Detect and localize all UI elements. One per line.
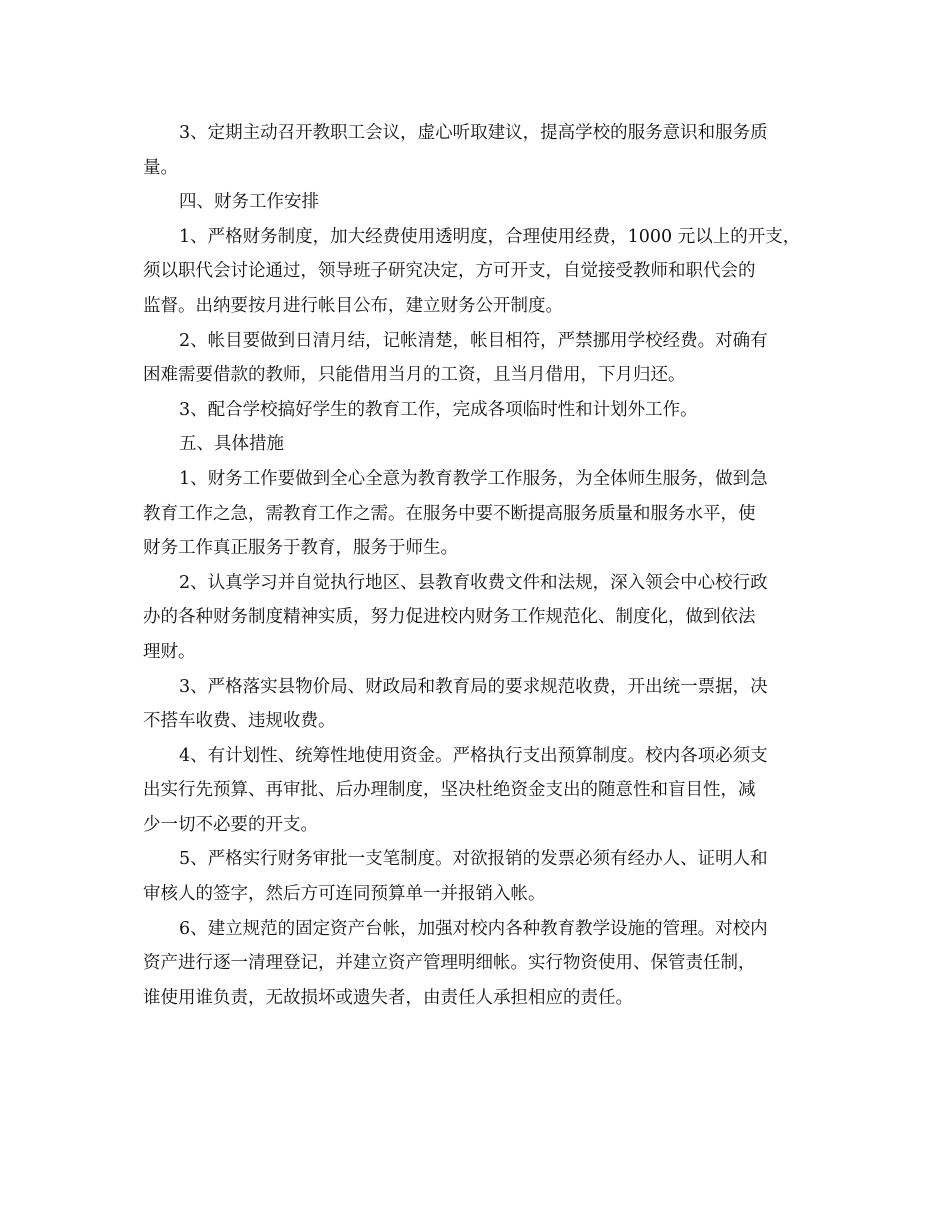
text-line: 3、严格落实县物价局、财政局和教育局的要求规范收费，开出统一票据，决 xyxy=(179,676,768,697)
paragraph-accounts xyxy=(143,324,808,393)
text-line: 3、配合学校搞好学生的教育工作，完成各项临时性和计划外工作。 xyxy=(179,399,698,420)
text-line: 少一切不必要的开支。 xyxy=(143,814,318,835)
text-line: 2、认真学习并自觉执行地区、县教育收费文件和法规，深入领会中心校行政 xyxy=(179,572,768,593)
paragraph-measure-2 xyxy=(143,566,808,670)
text-line: 资产进行逐一清理登记，并建立资产管理明细帐。实行物资使用、保管责任制， xyxy=(143,953,756,974)
text-line: 4、有计划性、统筹性地使用资金。严格执行支出预算制度。校内各项必须支 xyxy=(179,745,768,766)
text-line: 办的各种财务制度精神实质，努力促进校内财务工作规范化、制度化，做到依法 xyxy=(143,607,756,628)
text-line: 5、严格实行财务审批一支笔制度。对欲报销的发票必须有经办人、证明人和 xyxy=(179,849,768,870)
text-line: 1、严格财务制度，加大经费使用透明度，合理使用经费，1000 元以上的开支， xyxy=(179,226,801,247)
text-line: 理财。 xyxy=(143,641,196,662)
text-line: 审核人的签字，然后方可连同预算单一并报销入帐。 xyxy=(143,884,546,905)
document-body xyxy=(143,116,808,1015)
text-line: 监督。出纳要按月进行帐目公布，建立财务公开制度。 xyxy=(143,295,563,316)
text-line: 财务工作真正服务于教育，服务于师生。 xyxy=(143,538,458,559)
paragraph-measure-3 xyxy=(143,670,808,739)
text-line: 谁使用谁负责，无故损坏或遗失者，由责任人承担相应的责任。 xyxy=(143,987,633,1008)
paragraph-cooperation xyxy=(143,393,808,428)
text-line: 须以职代会讨论通过，领导班子研究决定，方可开支，自觉接受教师和职代会的 xyxy=(143,261,756,282)
section-heading-measures xyxy=(143,427,808,462)
paragraph-measure-4 xyxy=(143,739,808,843)
text-line: 教育工作之急，需教育工作之需。在服务中要不断提高服务质量和服务水平，使 xyxy=(143,503,756,524)
section-heading-finance-arrangement xyxy=(143,185,808,220)
text-line: 6、建立规范的固定资产台帐，加强对校内各种教育教学设施的管理。对校内 xyxy=(179,918,768,939)
paragraph-measure-1 xyxy=(143,462,808,566)
paragraph-finance-system xyxy=(143,220,808,324)
text-line: 量。 xyxy=(143,157,178,178)
section-heading: 四、财务工作安排 xyxy=(179,192,319,213)
text-line: 2、帐目要做到日清月结，记帐清楚，帐目相符，严禁挪用学校经费。对确有 xyxy=(179,330,768,351)
text-line: 不搭车收费、违规收费。 xyxy=(143,711,336,732)
paragraph-measure-6 xyxy=(143,912,808,1016)
text-line: 困难需要借款的教师，只能借用当月的工资，且当月借用，下月归还。 xyxy=(143,365,686,386)
section-heading: 五、具体措施 xyxy=(179,434,284,455)
text-line: 1、财务工作要做到全心全意为教育教学工作服务，为全体师生服务，做到急 xyxy=(179,468,768,489)
paragraph-service-meetings xyxy=(143,116,808,185)
text-line: 3、定期主动召开教职工会议，虚心听取建议，提高学校的服务意识和服务质 xyxy=(179,123,768,143)
paragraph-measure-5 xyxy=(143,842,808,911)
text-line: 出实行先预算、再审批、后办理制度，坚决杜绝资金支出的随意性和盲目性，减 xyxy=(143,780,756,801)
